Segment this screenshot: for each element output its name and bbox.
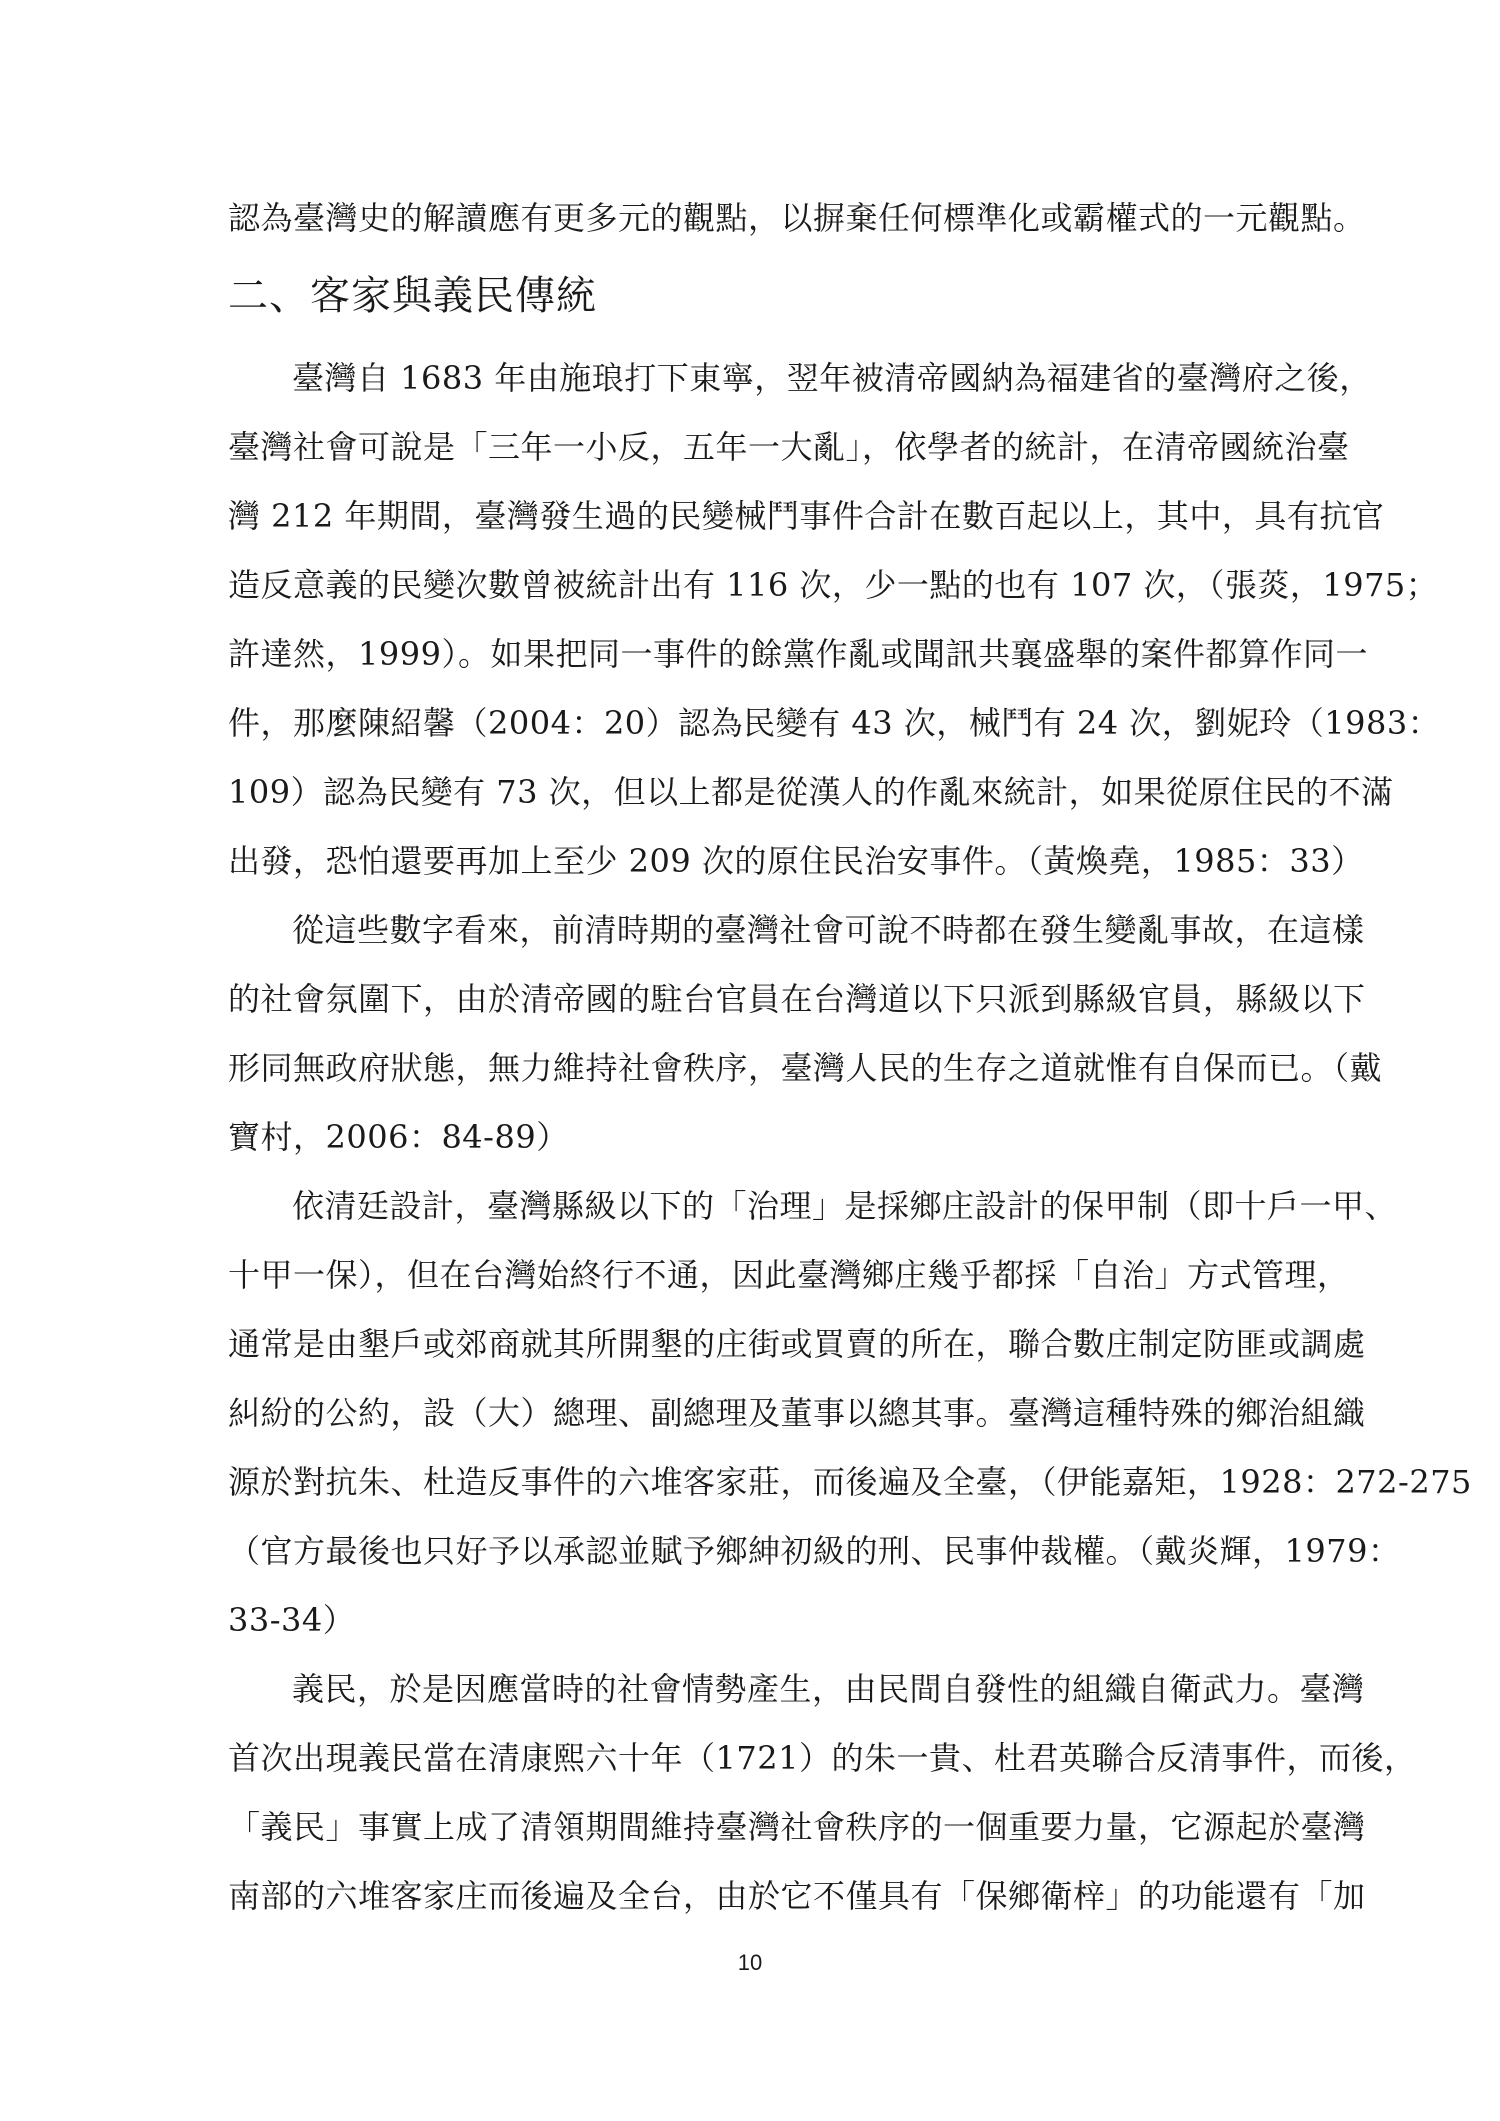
- body-text-line: 認為臺灣史的解讀應有更多元的觀點，以摒棄任何標準化或霸權式的一元觀點。: [228, 199, 1366, 237]
- body-text-line: 十甲一保），但在台灣始終行不通，因此臺灣鄉庄幾乎都採「自治」方式管理，: [228, 1256, 1350, 1294]
- body-text-line: （官方最後也只好予以承認並賦予鄉紳初級的刑、民事仲裁權。（戴炎輝，1979：: [228, 1532, 1401, 1570]
- body-text-line: 109）認為民變有 73 次，但以上都是從漢人的作亂來統計，如果從原住民的不滿: [228, 773, 1394, 811]
- body-text-line: 從這些數字看來，前清時期的臺灣社會可說不時都在發生變亂事故，在這樣: [292, 911, 1365, 949]
- body-text-line: 的社會氛圍下，由於清帝國的駐台官員在台灣道以下只派到縣級官員，縣級以下: [228, 980, 1366, 1018]
- body-text-line: 臺灣自 1683 年由施琅打下東寧，翌年被清帝國納為福建省的臺灣府之後，: [292, 359, 1372, 397]
- body-text-line: 「義民」事實上成了清領期間維持臺灣社會秩序的一個重要力量，它源起於臺灣: [228, 1808, 1366, 1846]
- body-text-line: 依清廷設計，臺灣縣級以下的「治理」是採鄉庄設計的保甲制（即十戶一甲、: [292, 1187, 1398, 1225]
- body-text-line: 件，那麼陳紹馨（2004：20）認為民變有 43 次，械鬥有 24 次，劉妮玲（1983：: [228, 704, 1441, 742]
- body-text-line: 通常是由墾戶或郊商就其所開墾的庄街或買賣的所在，聯合數庄制定防匪或調處: [228, 1325, 1366, 1363]
- body-text-line: 造反意義的民變次數曾被統計出有 116 次，少一點的也有 107 次，（張菼，1975；: [228, 566, 1439, 604]
- body-text-line: 灣 212 年期間，臺灣發生過的民變械鬥事件合計在數百起以上，其中，具有抗官: [228, 497, 1385, 535]
- body-text-line: 首次出現義民當在清康熙六十年（1721）的朱一貴、杜君英聯合反清事件，而後，: [228, 1739, 1417, 1777]
- body-text-line: 寶村，2006：84-89）: [228, 1118, 569, 1156]
- body-text-line: 出發，恐怕還要再加上至少 209 次的原住民治安事件。（黃煥堯，1985：33）: [228, 842, 1364, 880]
- section-heading: 二、客家與義民傳統: [228, 273, 597, 319]
- page-number: 10: [737, 1950, 763, 1975]
- body-text-line: 南部的六堆客家庄而後遍及全台，由於它不僅具有「保鄉衛梓」的功能還有「加: [228, 1877, 1366, 1915]
- body-text-line: 糾紛的公約，設（大）總理、副總理及董事以總其事。臺灣這種特殊的鄉治組織: [228, 1394, 1366, 1432]
- body-text-line: 形同無政府狀態，無力維持社會秩序，臺灣人民的生存之道就惟有自保而已。（戴: [228, 1049, 1383, 1087]
- body-text-line: 許達然，1999）。如果把同一事件的餘黨作亂或聞訊共襄盛舉的案件都算作同一: [228, 635, 1368, 673]
- body-text-line: 源於對抗朱、杜造反事件的六堆客家莊，而後遍及全臺，（伊能嘉矩，1928：272-275: [228, 1463, 1472, 1501]
- body-text-line: 33-34）: [228, 1601, 356, 1639]
- body-text-line: 臺灣社會可說是「三年一小反，五年一大亂」，依學者的統計，在清帝國統治臺: [228, 428, 1350, 466]
- body-text-line: 義民，於是因應當時的社會情勢產生，由民間自發性的組織自衛武力。臺灣: [292, 1670, 1365, 1708]
